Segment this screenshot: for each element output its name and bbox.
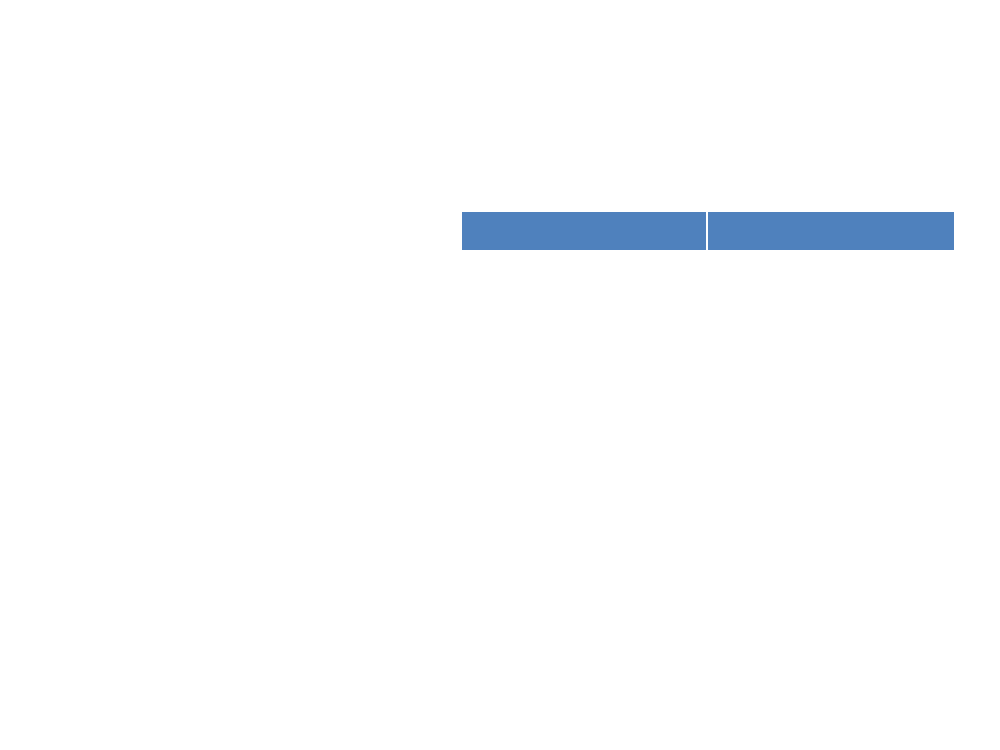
slide-title bbox=[60, 8, 940, 35]
table-header-row bbox=[462, 212, 954, 250]
table-header-acid bbox=[462, 212, 708, 250]
table-header-pka bbox=[708, 212, 954, 250]
